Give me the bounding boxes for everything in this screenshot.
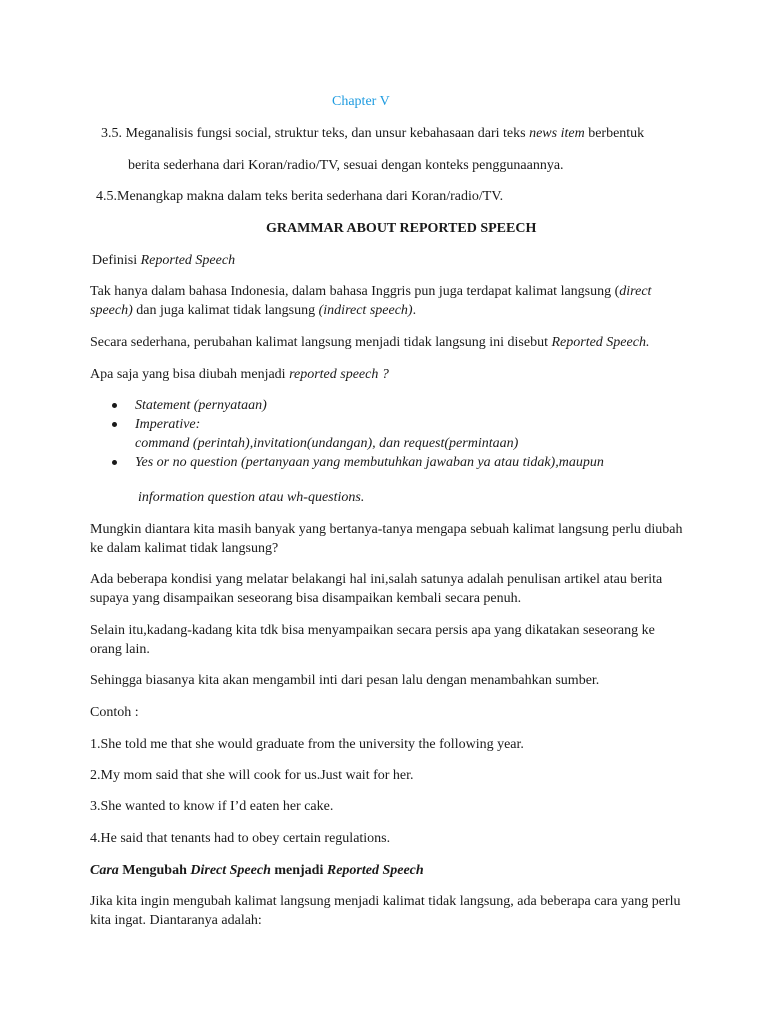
bullet-text: Yes or no question (pertanyaan yang membutuhkan jawaban ya atau tidak),maupun [135,455,604,470]
subheading-how-to-change [90,861,424,880]
list-item [112,415,604,453]
competency-4-5: 4.5.Menangkap makna dalam teks berita sederhana dari Koran/radio/TV. [96,189,504,204]
para1-text-c: . [412,303,417,318]
bullet-text: Statement (pernyataan) [135,398,267,413]
para2-italic: Reported Speech. [551,335,650,350]
paragraph-reported-speech [90,333,649,352]
bullet-text: Imperative: [135,417,201,432]
list-item [112,453,604,472]
paragraph-how-to: Jika kita ingin mengubah kalimat langsung menjadi kalimat tidak langsung, ada beberapa cara yang perlu kita ingat. Diantaranya adalah: [90,894,681,928]
example-label: Contoh : [90,705,139,720]
para3-text: Apa saja yang bisa diubah menjadi [90,367,290,382]
subheading-word-5: Reported Speech [326,863,424,878]
subheading-word-4: menjadi [270,863,327,878]
bullet-icon [112,460,117,465]
bullet-continuation: information question atau wh-questions. [138,490,365,505]
paragraph-besides: Selain itu,kadang-kadang kita tdk bisa menyampaikan secara persis apa yang dikatakan seseorang ke orang lain. [90,623,655,657]
paragraph-why-change: Mungkin diantara kita masih banyak yang bertanya-tanya mengapa sebuah kalimat langsung perlu diubah ke dalam kalimat tidak langsung? [90,522,683,556]
competency-italic: news item [529,126,585,141]
paragraph-direct-indirect [90,282,690,320]
para1-text-a: Tak hanya dalam bahasa Indonesia, dalam bahasa Inggris pun juga terdapat kalimat langsung ( [90,284,620,299]
chapter-title: Chapter V [332,94,390,109]
example-4: 4.He said that tenants had to obey certain regulations. [90,831,391,846]
bullet-icon [112,403,117,408]
competency-text-a: Meganalisis fungsi social, struktur teks, dan unsur kebahasaan dari teks [125,126,526,141]
paragraph-conditions: Ada beberapa kondisi yang melatar belakangi hal ini,salah satunya adalah penulisan artikel atau berita supaya yang disampaikan seseorang bisa disampaikan kembali secara penuh. [90,572,663,606]
competency-number: 3.5. [101,126,122,141]
competency-3-5 [101,124,644,143]
example-2: 2.My mom said that she will cook for us.Just wait for her. [90,768,414,783]
paragraph-question [90,365,389,384]
para1-italic-indirect: (indirect speech) [318,303,413,318]
bullet-subtext: command (perintah),invitation(undangan), dan request(permintaan) [135,436,519,451]
competency-text-b: berbentuk [588,126,645,141]
bullet-list [112,396,604,472]
list-item [112,396,604,415]
para2-text: Secara sederhana, perubahan kalimat langsung menjadi tidak langsung ini disebut [90,335,552,350]
example-3: 3.She wanted to know if I’d eaten her cake. [90,799,334,814]
example-1: 1.She told me that she would graduate from the university the following year. [90,737,524,752]
subheading-word-2: Mengubah [118,863,191,878]
para3-italic: reported speech ? [289,367,389,382]
para1-text-b: dan juga kalimat tidak langsung [132,303,319,318]
para1-italic-direct: direct speech) [90,284,652,318]
subheading-word-3: Direct Speech [190,863,271,878]
definition-italic: Reported Speech [140,253,236,268]
definition-text: Definisi [92,253,138,268]
subheading-word-1: Cara [90,863,119,878]
bullet-icon [112,422,117,427]
paragraph-so: Sehingga biasanya kita akan mengambil inti dari pesan lalu dengan menambahkan sumber. [90,673,600,688]
competency-3-5-continued: berita sederhana dari Koran/radio/TV, sesuai dengan konteks penggunaannya. [128,158,564,173]
definition-label [92,251,235,270]
section-heading: GRAMMAR ABOUT REPORTED SPEECH [266,221,537,236]
